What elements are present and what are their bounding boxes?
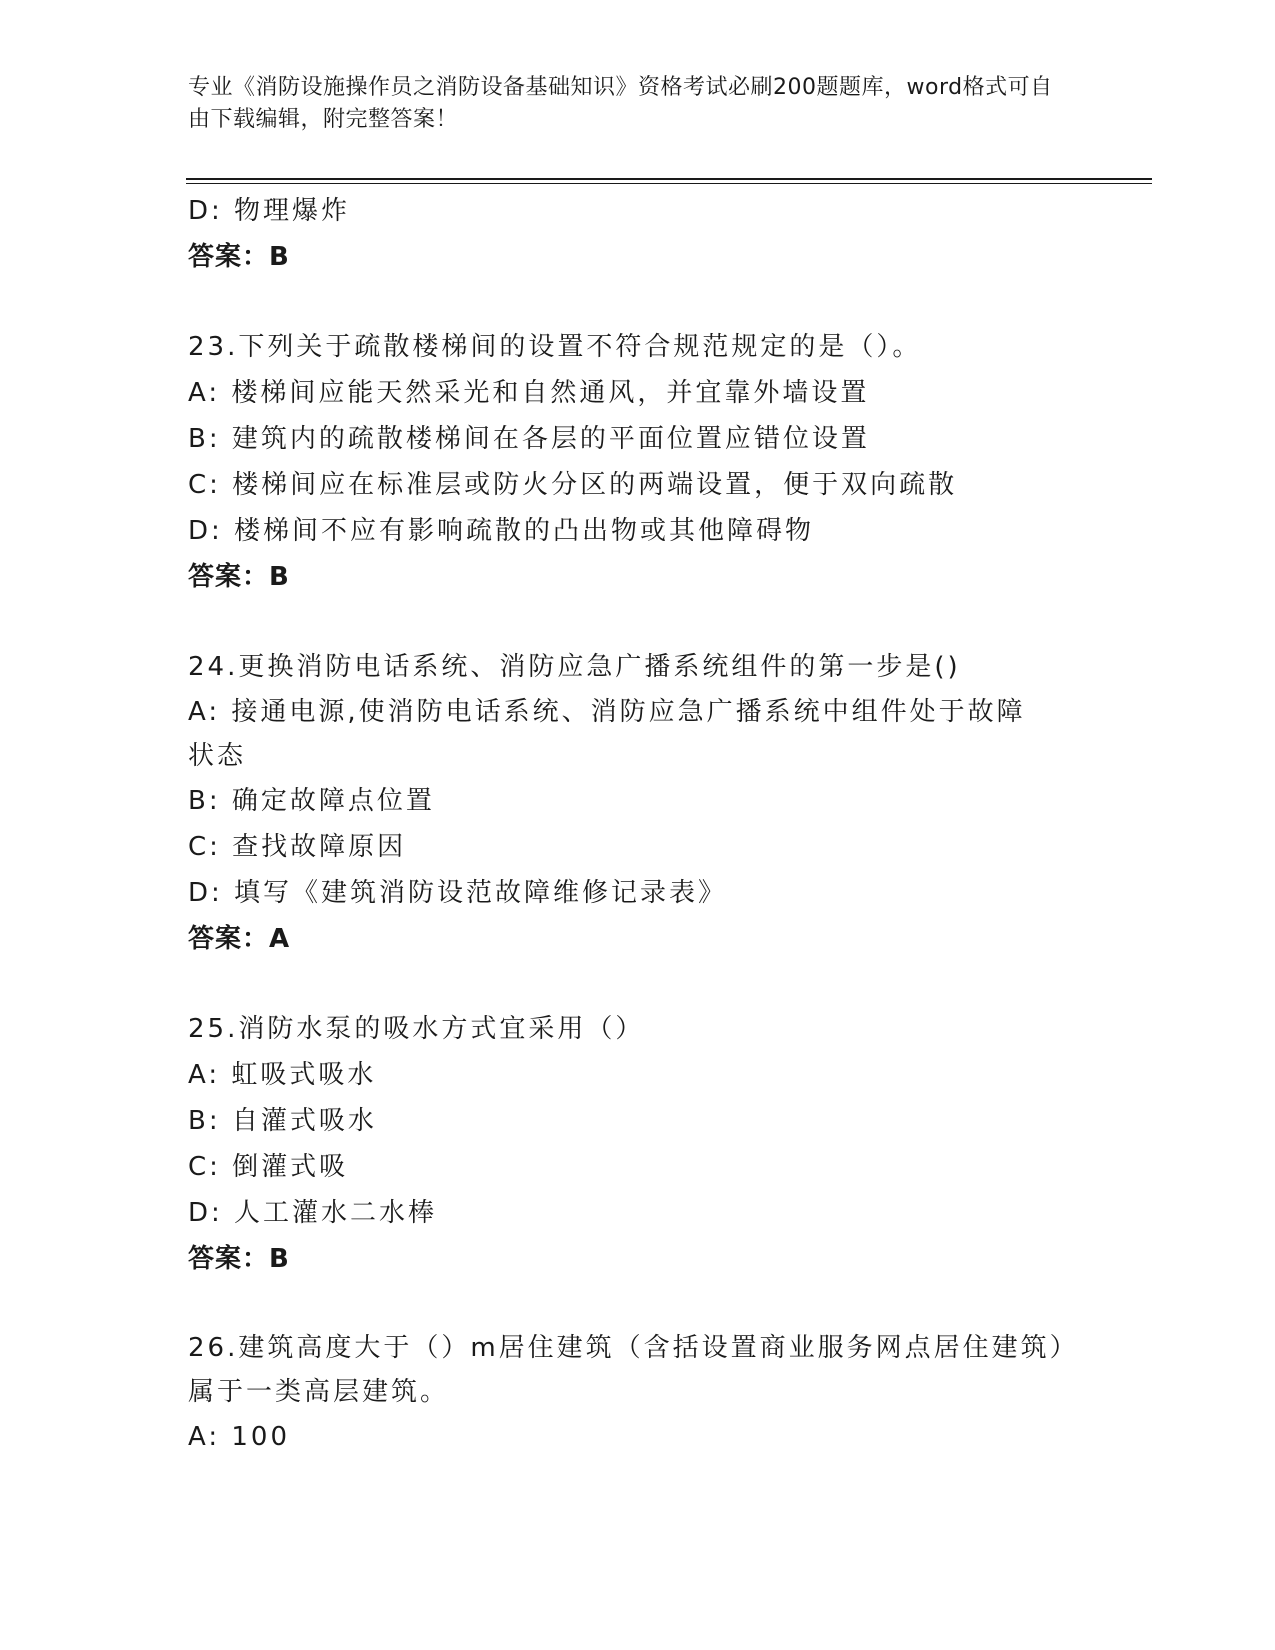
question-25-option-b: B: 自灌式吸水 — [188, 1106, 377, 1136]
question-23-option-c: C: 楼梯间应在标准层或防火分区的两端设置，便于双向疏散 — [188, 470, 958, 500]
question-23-option-a: A: 楼梯间应能天然采光和自然通风，并宜靠外墙设置 — [188, 378, 870, 408]
header-divider-thick — [186, 178, 1152, 180]
document-header: 专业《消防设施操作员之消防设备基础知识》资格考试必刷200题题库，word格式可自由下载编辑，附完整答案！ — [188, 75, 1053, 132]
question-list — [188, 188, 1088, 1460]
header-divider-thin — [186, 183, 1152, 184]
spacer — [188, 962, 1088, 1006]
question-24-option-b: B: 确定故障点位置 — [188, 786, 435, 816]
spacer — [188, 600, 1088, 644]
question-24-answer: 答案：A — [188, 924, 291, 954]
question-23-option-d: D: 楼梯间不应有影响疏散的凸出物或其他障碍物 — [188, 516, 815, 546]
question-24-option-c: C: 查找故障原因 — [188, 832, 407, 862]
question-25-answer: 答案：B — [188, 1244, 290, 1274]
spacer — [188, 1282, 1088, 1326]
question-26-option-a: A: 100 — [188, 1422, 290, 1452]
prev-answer: 答案：B — [188, 242, 290, 272]
question-26-stem: 26.建筑高度大于（）m居住建筑（含括设置商业服务网点居住建筑）属于一类高层建筑。 — [188, 1333, 1066, 1407]
question-24-stem: 24.更换消防电话系统、消防应急广播系统组件的第一步是() — [188, 652, 961, 682]
spacer — [188, 280, 1088, 324]
question-25-option-c: C: 倒灌式吸 — [188, 1152, 349, 1182]
question-23-stem: 23.下列关于疏散楼梯间的设置不符合规范规定的是（）。 — [188, 332, 922, 362]
question-23-option-b: B: 建筑内的疏散楼梯间在各层的平面位置应错位设置 — [188, 424, 870, 454]
question-23-answer: 答案：B — [188, 562, 290, 592]
prev-option-d: D: 物理爆炸 — [188, 196, 351, 226]
question-25-stem: 25.消防水泵的吸水方式宜采用（） — [188, 1014, 645, 1044]
question-25-option-a: A: 虹吸式吸水 — [188, 1060, 377, 1090]
question-25-option-d: D: 人工灌水二水棒 — [188, 1198, 438, 1228]
question-24-option-d: D: 填写《建筑消防设范故障维修记录表》 — [188, 878, 728, 908]
question-24-option-a: A: 接通电源,使消防电话系统、消防应急广播系统中组件处于故障状态 — [188, 697, 1026, 771]
